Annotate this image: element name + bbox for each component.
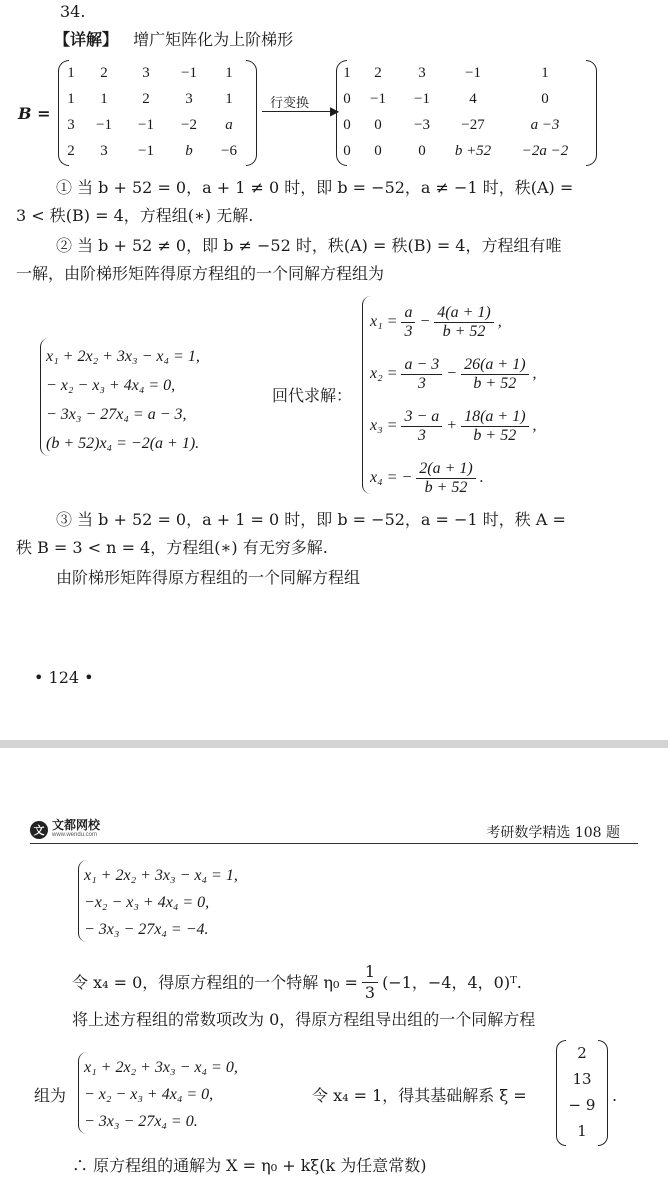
general-solution: ∴ 原方程组的通解为 X = η₀ + kξ(k 为任意常数) xyxy=(72,1156,427,1175)
system-eq-1: x₁ + 2x₂ + 3x₃ − x₄ = 1, xyxy=(46,348,200,365)
system-eq-2: − x₂ − x₃ + 4x₄ = 0, xyxy=(46,377,176,394)
x3-frac2-num: 18(a + 1) xyxy=(461,408,528,427)
right-matrix-row-2 xyxy=(338,86,592,112)
left-matrix-cell: 3 xyxy=(100,142,108,159)
x1-end: , xyxy=(497,313,502,330)
homog-eq-3: − 3x₃ − 27x₄ = 0. xyxy=(84,1113,198,1130)
x1-frac1-num: a xyxy=(401,304,415,323)
homogeneous-prefix: 组为 xyxy=(34,1086,67,1105)
solution-x4 xyxy=(370,452,537,504)
homog-eq-1: x₁ + 2x₂ + 3x₃ − x₄ = 0, xyxy=(84,1059,238,1076)
case3-line3: 由阶梯形矩阵得原方程组的一个同解方程组 xyxy=(56,568,361,587)
equation-system xyxy=(46,342,200,458)
particular-frac-den: 3 xyxy=(364,983,376,1002)
x4-frac-num: 2(a + 1) xyxy=(416,460,475,479)
particular-post: (−1，−4，4，0)ᵀ. xyxy=(382,972,522,992)
left-matrix-cell: 3 xyxy=(67,116,75,133)
basis-entry-2: 13 xyxy=(572,1070,592,1088)
right-matrix-cell: 0 xyxy=(374,116,382,133)
particular-frac-num: 1 xyxy=(362,962,378,983)
left-matrix-cell: 2 xyxy=(67,142,75,159)
basis-entry-3: − 9 xyxy=(568,1096,596,1114)
book-header-title: 考研数学精选 108 题 xyxy=(486,825,620,841)
right-matrix-cell: b +52 xyxy=(454,142,492,159)
left-matrix-cell: 2 xyxy=(100,64,108,81)
solution-x1 xyxy=(370,296,537,348)
basis-entry-1: 2 xyxy=(577,1044,587,1062)
left-matrix-row-3 xyxy=(60,112,250,138)
case1-line1: ① 当 b + 52 = 0，a + 1 ≠ 0 时，即 b = −52，a ≠ −1 时，秩(A) = xyxy=(56,178,574,197)
right-matrix-cell: −3 xyxy=(414,116,430,133)
right-matrix-cell: −27 xyxy=(461,116,485,133)
left-matrix-cell: 1 xyxy=(225,90,233,107)
left-matrix-cell: 1 xyxy=(67,90,75,107)
reduced-eq-1: x₁ + 2x₂ + 3x₃ − x₄ = 1, xyxy=(84,867,238,884)
page-divider xyxy=(0,740,668,748)
row-transform-label: 行变换 xyxy=(270,96,310,111)
x3-lhs: x₃ = xyxy=(370,417,398,434)
detail-text: 增广矩阵化为上阶梯形 xyxy=(133,30,294,49)
left-matrix-cell: −1 xyxy=(96,116,112,133)
right-matrix-cell: 1 xyxy=(541,64,549,81)
system-eq-3: − 3x₃ − 27x₄ = a − 3, xyxy=(46,406,187,423)
left-matrix-cell: b xyxy=(185,142,193,159)
x2-frac1-den: 3 xyxy=(417,374,426,392)
case1-line2: 3 < 秩(B) = 4，方程组(∗) 无解. xyxy=(16,206,254,225)
case3-line1: ③ 当 b + 52 = 0，a + 1 = 0 时，即 b = −52，a = −1 时，秩 A = xyxy=(56,510,566,529)
x2-end: , xyxy=(532,365,537,382)
particular-pre: 令 x₄ = 0，得原方程组的一个特解 η₀ = xyxy=(72,972,358,992)
system-eq-4: (b + 52)x₄ = −2(a + 1). xyxy=(46,435,200,452)
back-substitution-label: 回代求解： xyxy=(272,386,353,405)
row-transform-arrow xyxy=(262,111,338,112)
basis-text: 令 x₄ = 1，得其基础解系 ξ = xyxy=(312,1086,527,1105)
right-matrix-row-4 xyxy=(338,138,592,164)
left-matrix-row-1 xyxy=(60,60,250,86)
right-matrix-row-3 xyxy=(338,112,592,138)
homogeneous-system xyxy=(84,1054,238,1135)
right-matrix-cell: −1 xyxy=(414,90,430,107)
left-matrix-cell: 1 xyxy=(100,90,108,107)
left-matrix-cell: −1 xyxy=(138,142,154,159)
left-matrix-cell: 3 xyxy=(185,90,193,107)
case2-line1: ② 当 b + 52 ≠ 0，即 b ≠ −52 时，秩(A) = 秩(B) = 4，方程组有唯 xyxy=(56,236,562,255)
homogeneous-line1: 将上述方程组的常数项改为 0，得原方程组导出组的一个同解方程 xyxy=(72,1010,536,1029)
reduced-eq-2: −x₂ − x₃ + 4x₄ = 0, xyxy=(84,894,210,911)
x3-frac1-num: 3 − a xyxy=(401,408,442,427)
x2-frac1-num: a − 3 xyxy=(401,356,442,375)
x2-lhs: x₂ = xyxy=(370,365,398,382)
logo-url: www.wendu.com xyxy=(52,832,98,838)
x3-frac1-den: 3 xyxy=(417,426,426,444)
right-matrix-cell: 3 xyxy=(418,64,426,81)
x1-lhs: x₁ = xyxy=(370,313,398,330)
right-matrix-cell: 4 xyxy=(469,90,477,107)
right-matrix-cell: −1 xyxy=(465,64,481,81)
logo-text: 文都网校 xyxy=(52,818,101,832)
x3-end: , xyxy=(532,417,537,434)
basis-vector xyxy=(560,1040,604,1144)
x2-frac2-num: 26(a + 1) xyxy=(461,356,528,375)
reduced-system xyxy=(84,862,238,943)
right-matrix-cell: 0 xyxy=(343,90,351,107)
case2-line2: 一解，由阶梯形矩阵得原方程组的一个同解方程组为 xyxy=(16,264,385,283)
matrix-b-label: B = xyxy=(18,104,51,123)
arrow-head-icon: ▶ xyxy=(330,104,340,118)
particular-solution-line xyxy=(72,962,522,1003)
homog-eq-2: − x₂ − x₃ + 4x₄ = 0, xyxy=(84,1086,214,1103)
right-matrix-cell: 0 xyxy=(343,142,351,159)
left-matrix-cell: −2 xyxy=(181,116,197,133)
right-matrix-cell: −2a −2 xyxy=(521,142,569,159)
x1-frac2-num: 4(a + 1) xyxy=(434,304,493,323)
x1-op: − xyxy=(419,313,431,330)
detail-heading xyxy=(54,30,293,50)
case3-line2: 秩 B = 3 < n = 4，方程组(∗) 有无穷多解. xyxy=(16,538,328,557)
page-number: • 124 • xyxy=(34,668,94,687)
right-matrix-cell: 0 xyxy=(343,116,351,133)
detail-label: 【详解】 xyxy=(54,30,119,49)
right-matrix-cell: a −3 xyxy=(530,116,560,133)
right-matrix-cell: 2 xyxy=(374,64,382,81)
basis-end: . xyxy=(612,1086,618,1105)
solution-x2 xyxy=(370,348,537,400)
left-matrix-row-2 xyxy=(60,86,250,112)
x4-end: . xyxy=(479,469,484,486)
x4-frac-den: b + 52 xyxy=(424,478,468,496)
x1-frac2-den: b + 52 xyxy=(442,322,486,340)
x4-lhs: x₄ = − xyxy=(370,469,413,486)
previous-line-number: 34. xyxy=(60,2,86,21)
augmented-matrix-right xyxy=(338,60,592,164)
header-rule xyxy=(30,843,638,844)
right-matrix-cell: −1 xyxy=(370,90,386,107)
right-matrix-cell: 0 xyxy=(541,90,549,107)
left-matrix-cell: 2 xyxy=(142,90,150,107)
reduced-eq-3: − 3x₃ − 27x₄ = −4. xyxy=(84,921,209,938)
left-matrix-cell: a xyxy=(225,116,233,133)
x2-frac2-den: b + 52 xyxy=(473,374,517,392)
wendu-logo xyxy=(30,820,100,840)
solution-x3 xyxy=(370,400,537,452)
left-matrix-cell: 3 xyxy=(142,64,150,81)
left-matrix-cell: −1 xyxy=(138,116,154,133)
solution-set xyxy=(370,296,537,504)
right-matrix-cell: 0 xyxy=(374,142,382,159)
augmented-matrix-left xyxy=(60,60,250,164)
right-matrix-row-1 xyxy=(338,60,592,86)
basis-entry-4: 1 xyxy=(577,1122,587,1140)
left-matrix-cell: 1 xyxy=(67,64,75,81)
right-matrix-cell: 0 xyxy=(418,142,426,159)
right-matrix-cell: 1 xyxy=(343,64,351,81)
left-matrix-cell: −6 xyxy=(221,142,237,159)
left-matrix-row-4 xyxy=(60,138,250,164)
x3-op: + xyxy=(446,417,458,434)
left-matrix-cell: 1 xyxy=(225,64,233,81)
left-matrix-cell: −1 xyxy=(181,64,197,81)
x3-frac2-den: b + 52 xyxy=(473,426,517,444)
logo-mark-icon: 文 xyxy=(30,821,48,839)
x2-op: − xyxy=(446,365,458,382)
x1-frac1-den: 3 xyxy=(404,322,413,340)
